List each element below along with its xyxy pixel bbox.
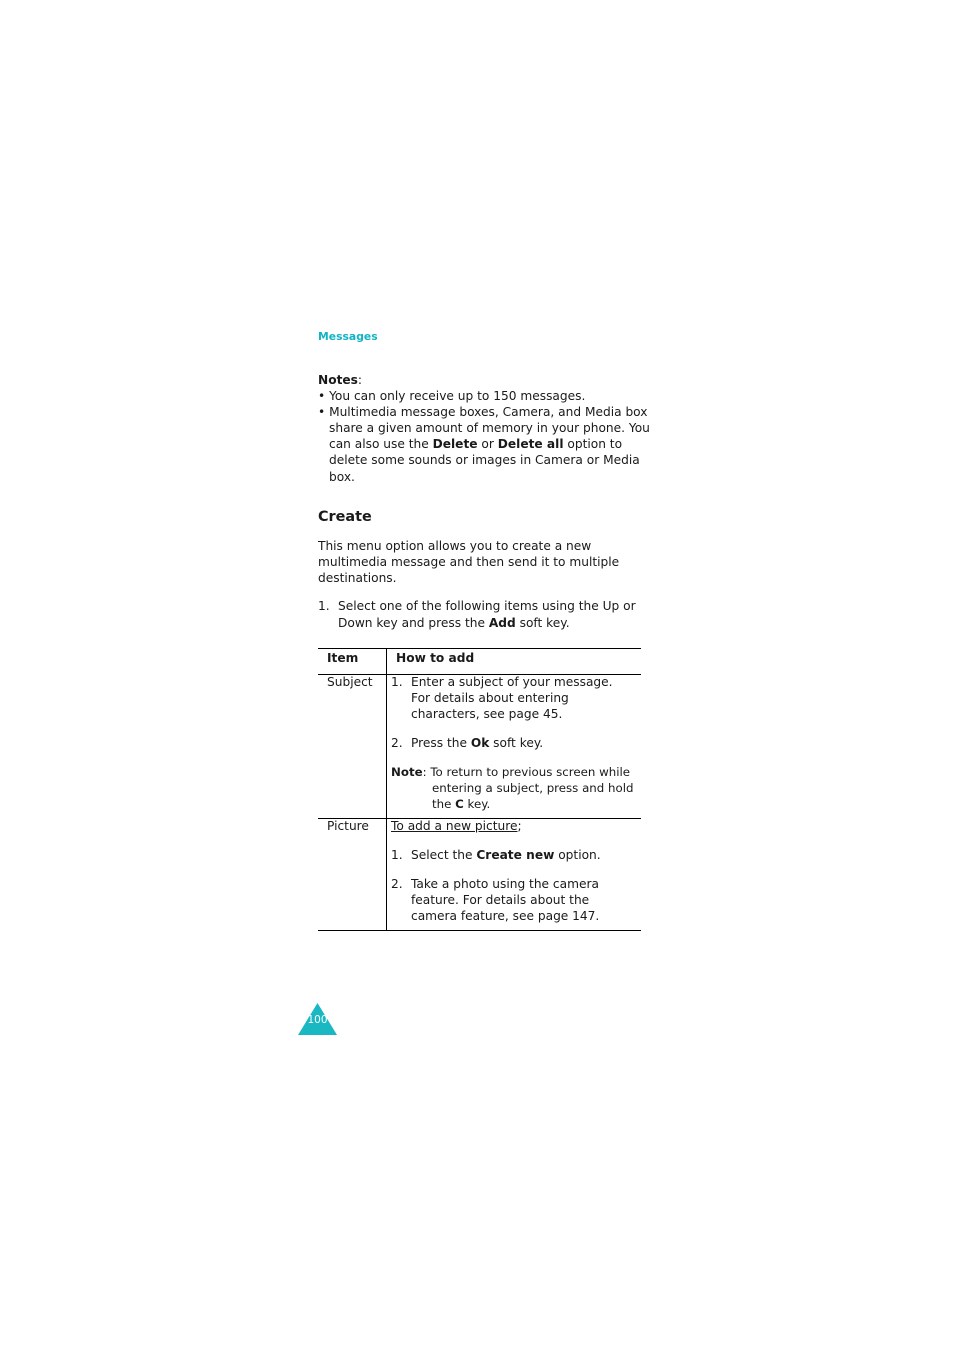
create-intro-line-2: multimedia message and then send it to multiple	[318, 555, 620, 569]
text-run: can also use the	[329, 437, 433, 451]
delete-option-label: Delete	[432, 437, 478, 451]
notes-label: Notes	[318, 373, 358, 387]
subject-note-line-3	[432, 796, 490, 812]
text-run: key.	[463, 797, 491, 811]
text-run: or	[477, 437, 498, 451]
table-bottom-rule	[318, 930, 641, 931]
section-header: Messages	[318, 330, 378, 343]
subject-step-2-text	[411, 735, 543, 751]
picture-step-2-number: 2.	[391, 877, 403, 891]
notes-bullet-2-line-1: • Multimedia message boxes, Camera, and Media box	[318, 405, 648, 419]
delete-all-option-label: Delete all	[497, 437, 564, 451]
text-run: Press the	[411, 736, 471, 750]
subject-step-2-number: 2.	[391, 736, 403, 750]
create-intro-line-3: destinations.	[318, 571, 397, 585]
notes-colon: :	[357, 373, 363, 387]
picture-step-2-line-2: feature. For details about the	[411, 893, 590, 907]
table-column-divider	[386, 648, 387, 931]
subject-note-line-1	[391, 764, 630, 780]
table-row-subject-item: Subject	[327, 675, 373, 689]
notes-bullet-2-line-5: box.	[329, 470, 355, 484]
text-run: the	[432, 797, 456, 811]
ok-key-label: Ok	[470, 736, 490, 750]
step-1-line-2	[338, 615, 570, 631]
create-new-option-label: Create new	[476, 848, 555, 862]
notes-bullet-2-line-3	[329, 436, 622, 452]
subject-step-1-number: 1.	[391, 675, 403, 689]
subject-note-line-2: entering a subject, press and hold	[432, 781, 634, 795]
notes-label-line	[318, 372, 362, 388]
add-key-label: Add	[488, 616, 516, 630]
picture-step-2-line-3: camera feature, see page 147.	[411, 909, 600, 923]
text-run: : To return to previous screen while	[422, 765, 631, 779]
table-row-picture-item: Picture	[327, 819, 369, 833]
picture-step-2-line-1: Take a photo using the camera	[411, 877, 599, 891]
notes-bullet-2-line-2: share a given amount of memory in your phone. You	[329, 421, 650, 435]
column-header-how-to-add: How to add	[396, 651, 475, 665]
page-number: 100	[307, 1014, 328, 1026]
text-run: soft key.	[515, 616, 570, 630]
text-run: option.	[554, 848, 601, 862]
c-key-label: C	[455, 797, 464, 811]
column-header-item: Item	[327, 651, 359, 665]
create-intro-line-1: This menu option allows you to create a new	[318, 539, 592, 553]
text-run: Select the	[411, 848, 477, 862]
create-heading: Create	[318, 509, 372, 525]
note-label: Note	[391, 765, 423, 779]
subject-step-1-line-3: characters, see page 45.	[411, 707, 563, 721]
step-1-line-1: Select one of the following items using the Up or	[338, 599, 636, 613]
notes-bullet-2-line-4: delete some sounds or images in Camera or Media	[329, 453, 640, 467]
step-1-number: 1.	[318, 599, 330, 613]
picture-step-1-number: 1.	[391, 848, 403, 862]
picture-subheading	[391, 818, 522, 834]
subject-step-1-line-2: For details about entering	[411, 691, 569, 705]
text-run: ;	[517, 819, 522, 833]
picture-step-1-text	[411, 847, 601, 863]
table-top-rule	[318, 648, 641, 649]
text-run: soft key.	[489, 736, 544, 750]
notes-bullet-1: • You can only receive up to 150 messages.	[318, 389, 586, 403]
add-new-picture-heading: To add a new picture	[391, 819, 518, 833]
text-run: Down key and press the	[338, 616, 489, 630]
text-run: option to	[563, 437, 623, 451]
subject-step-1-line-1: Enter a subject of your message.	[411, 675, 613, 689]
